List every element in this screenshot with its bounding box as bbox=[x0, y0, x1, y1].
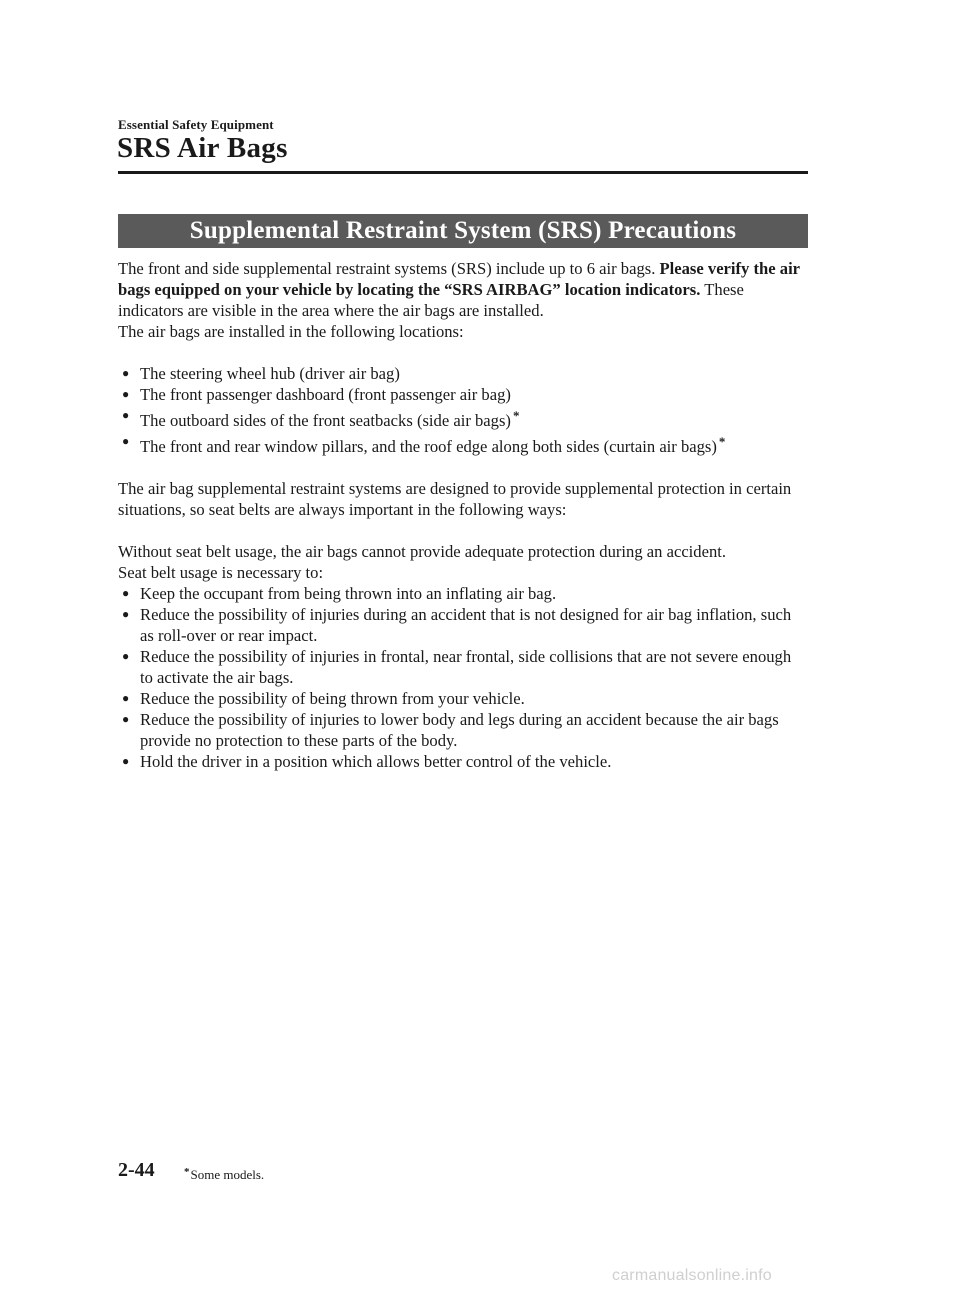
list-item bbox=[118, 431, 808, 457]
locations-lead: The air bags are installed in the following locations: bbox=[118, 322, 464, 341]
locations-list bbox=[118, 363, 808, 457]
bullet-icon: ● bbox=[122, 586, 130, 600]
list-item-text: The outboard sides of the front seatbacks (side air bags) bbox=[140, 411, 511, 430]
footnote-text: Some models. bbox=[190, 1167, 265, 1182]
list-item-text: The steering wheel hub (driver air bag) bbox=[140, 364, 400, 383]
intro-paragraph bbox=[118, 258, 808, 321]
header-rule bbox=[118, 171, 808, 174]
bullet-icon: ● bbox=[122, 387, 130, 401]
footnote bbox=[184, 1166, 264, 1183]
body-text bbox=[118, 258, 808, 772]
bullet-icon: ● bbox=[122, 434, 130, 448]
list-item bbox=[118, 363, 808, 384]
topic-banner: Supplemental Restraint System (SRS) Precautions bbox=[118, 214, 808, 248]
some-models-star-icon: * bbox=[512, 408, 520, 423]
list-item bbox=[118, 709, 808, 751]
page-number: 2-44 bbox=[118, 1159, 155, 1181]
bullet-icon: ● bbox=[122, 754, 130, 768]
intro-bold-text: Please verify the air bags equipped on your vehicle by locating the “SRS AIRBAG” location indicators. bbox=[118, 259, 800, 299]
list-item bbox=[118, 405, 808, 431]
list-item-text: Hold the driver in a position which allows better control of the vehicle. bbox=[140, 752, 612, 771]
bullet-icon: ● bbox=[122, 408, 130, 422]
list-item-text: Reduce the possibility of injuries during an accident that is not designed for air bag inflation, such as roll-over or rear impact. bbox=[140, 605, 792, 645]
necessary-list bbox=[118, 583, 808, 772]
seatbelt-paragraph: The air bag supplemental restraint systems are designed to provide supplemental protection in certain situations, so seat belts are always important in the following ways: bbox=[118, 479, 792, 519]
list-item-text: Keep the occupant from being thrown into an inflating air bag. bbox=[140, 584, 557, 603]
section-title: SRS Air Bags bbox=[117, 132, 288, 164]
bullet-icon: ● bbox=[122, 712, 130, 726]
intro-text: The front and side supplemental restraint systems (SRS) include up to 6 air bags. bbox=[118, 259, 660, 278]
list-item-text: The front and rear window pillars, and the roof edge along both sides (curtain air bags) bbox=[140, 437, 717, 456]
intro-text-cont: These indicators are visible in the area where the air bags are installed. bbox=[118, 280, 744, 320]
bullet-icon: ● bbox=[122, 649, 130, 663]
list-item bbox=[118, 583, 808, 604]
list-item-text: The front passenger dashboard (front passenger air bag) bbox=[140, 385, 511, 404]
list-item bbox=[118, 751, 808, 772]
list-item-text: Reduce the possibility of injuries in frontal, near frontal, side collisions that are not severe enough to activate the air bags. bbox=[140, 647, 792, 687]
list-item-text: Reduce the possibility of being thrown from your vehicle. bbox=[140, 689, 525, 708]
some-models-star-icon: * bbox=[718, 434, 726, 449]
list-item bbox=[118, 688, 808, 709]
no-seatbelt-paragraph: Without seat belt usage, the air bags cannot provide adequate protection during an accident. bbox=[118, 542, 727, 561]
list-item bbox=[118, 646, 808, 688]
seatbelt-necessary-lead: Seat belt usage is necessary to: bbox=[118, 563, 324, 582]
bullet-icon: ● bbox=[122, 607, 130, 621]
list-item bbox=[118, 604, 808, 646]
bullet-icon: ● bbox=[122, 366, 130, 380]
footnote-star-icon: * bbox=[184, 1166, 190, 1178]
list-item bbox=[118, 384, 808, 405]
chapter-label: Essential Safety Equipment bbox=[118, 117, 274, 132]
watermark-link[interactable]: carmanualsonline.info bbox=[612, 1267, 772, 1284]
bullet-icon: ● bbox=[122, 691, 130, 705]
list-item-text: Reduce the possibility of injuries to lower body and legs during an accident because the air bags provide no protection to these parts of the body. bbox=[140, 710, 779, 750]
